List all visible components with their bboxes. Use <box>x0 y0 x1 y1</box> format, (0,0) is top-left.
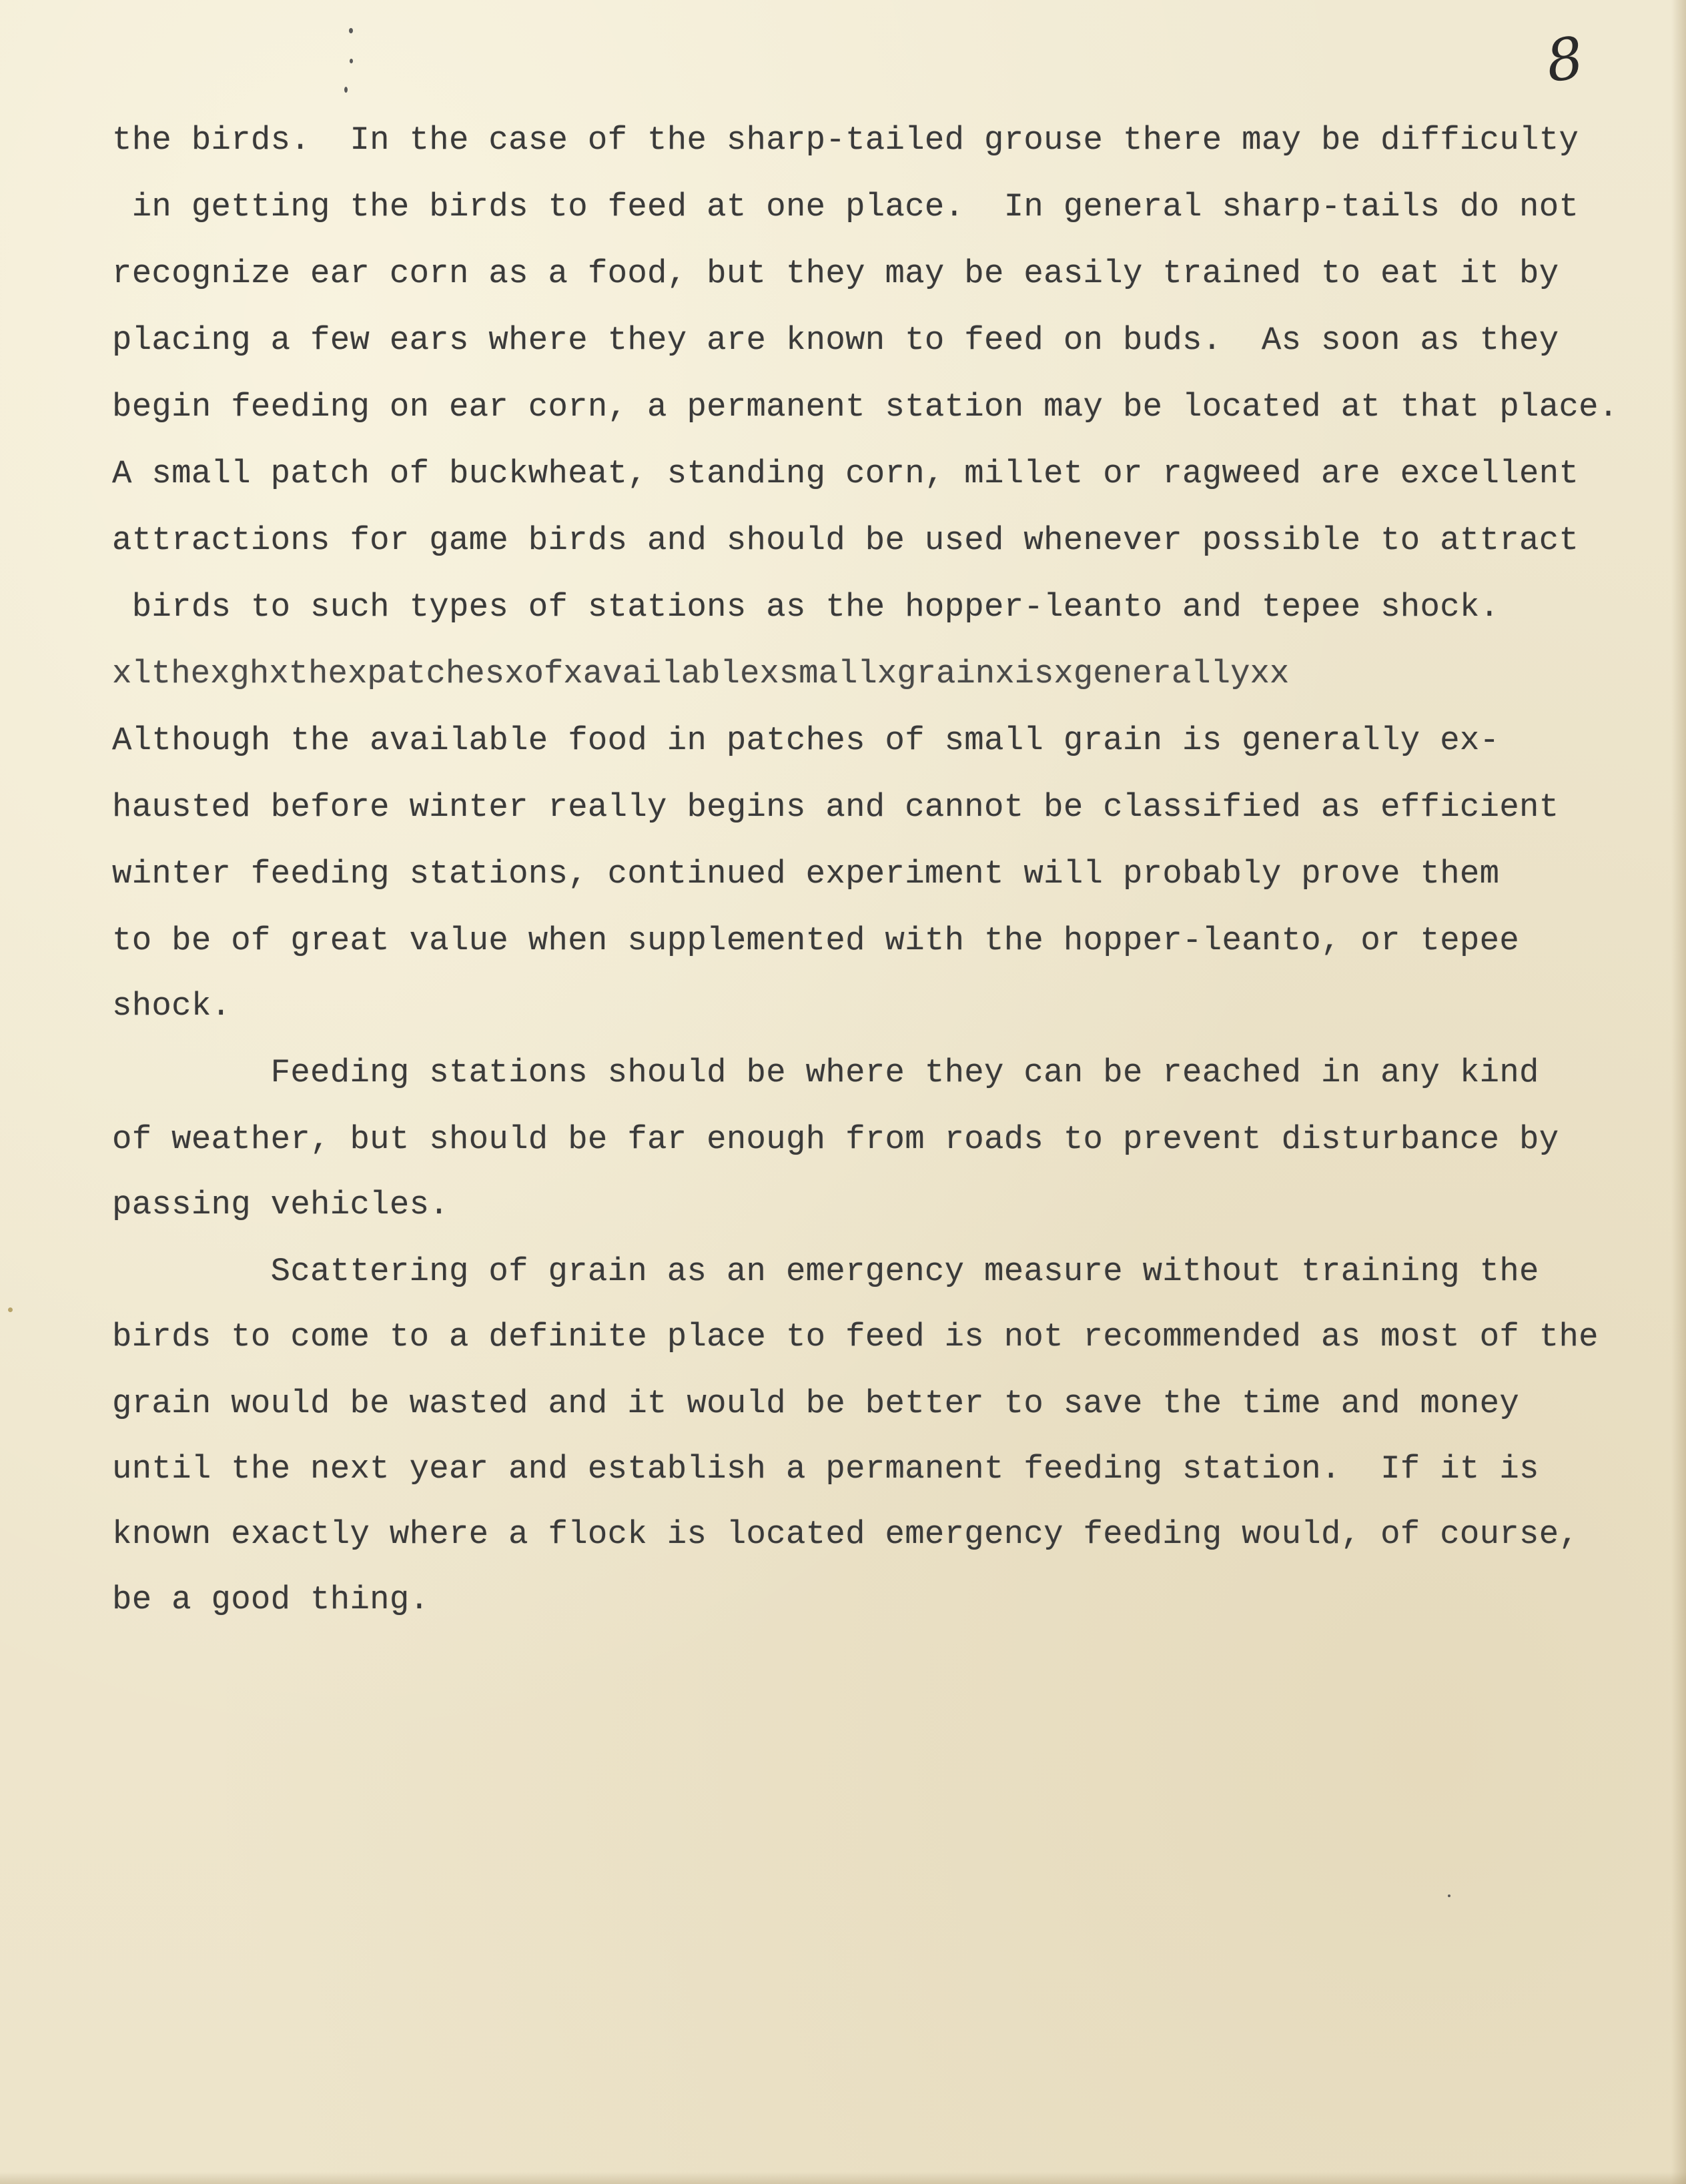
body-line-4: placing a few ears where they are known to feed on buds. As soon as they <box>112 322 1559 359</box>
body-line-18: Scattering of grain as an emergency measure without training the <box>112 1253 1539 1290</box>
body-line-16: of weather, but should be far enough from roads to prevent disturbance by <box>112 1121 1559 1158</box>
body-line-6: A small patch of buckwheat, standing corn, millet or ragweed are excellent <box>112 455 1579 492</box>
body-line-13: to be of great value when supplemented with the hopper-leanto, or tepee <box>112 922 1520 959</box>
body-line-21: until the next year and establish a permanent feeding station. If it is <box>112 1450 1539 1488</box>
paper-speck <box>8 1307 13 1312</box>
body-line-8: birds to such types of stations as the hopper-leanto and tepee shock. <box>112 588 1500 626</box>
paper-speck <box>344 87 348 93</box>
body-line-11: hausted before winter really begins and cannot be classified as efficient <box>112 788 1559 826</box>
body-line-17: passing vehicles. <box>112 1186 449 1223</box>
body-line-14: shock. <box>112 987 232 1025</box>
body-line-2: in getting the birds to feed at one place. In general sharp-tails do not <box>112 188 1579 225</box>
body-line-22: known exactly where a flock is located emergency feeding would, of course, <box>112 1516 1579 1553</box>
paper-speck <box>350 59 353 63</box>
body-line-5: begin feeding on ear corn, a permanent station may be located at that place. <box>112 388 1619 426</box>
body-line-19: birds to come to a definite place to feed is not recommended as most of the <box>112 1318 1599 1355</box>
body-line-12: winter feeding stations, continued experiment will probably prove them <box>112 855 1500 893</box>
body-line-7: attractions for game birds and should be used whenever possible to attract <box>112 522 1579 559</box>
paper-speck <box>349 28 353 33</box>
handwritten-page-number: 8 <box>1542 24 1588 96</box>
paper-speck <box>1448 1894 1450 1897</box>
body-line-15: Feeding stations should be where they can be reached in any kind <box>112 1054 1539 1091</box>
body-line-23: be a good thing. <box>112 1581 430 1618</box>
page-edge-shadow-bottom <box>0 2172 1686 2184</box>
struck-out-line: xlthexghxthexpatchesxofxavailablexsmallxgrainxisxgenerallyxx <box>112 655 1290 692</box>
body-line-10: Although the available food in patches of small grain is generally ex- <box>112 722 1500 759</box>
body-line-20: grain would be wasted and it would be better to save the time and money <box>112 1385 1520 1422</box>
body-line-1: the birds. In the case of the sharp-tailed grouse there may be difficulty <box>112 121 1579 159</box>
page-edge-shadow <box>1671 0 1686 2184</box>
body-line-3: recognize ear corn as a food, but they may be easily trained to eat it by <box>112 255 1559 292</box>
